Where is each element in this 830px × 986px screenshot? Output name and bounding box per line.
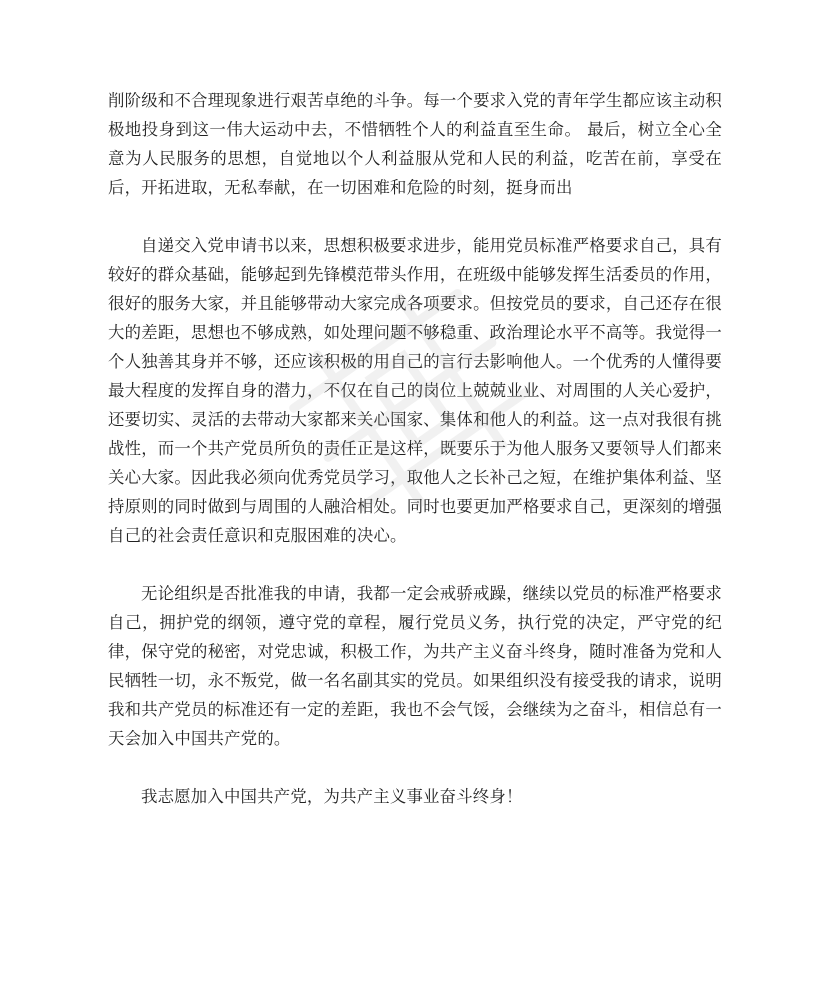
paragraph-self-assessment: 自递交入党申请书以来，思想积极要求进步，能用党员标准严格要求自己，具有较好的群众基础，能够起到先锋模范带头作用，在班级中能够发挥生活委员的作用，很好的服务大家，并且能够带动大家完成各项要求。但按党员的要求，自己还存在很大的差距，思想也不够成熟，如处理问题不够稳重、政治理论水平不高等。我觉得一个人独善其身并不够，还应该积极的用自己的言行去影响他人。一个优秀的人懂得要最大程度的发挥自身的潜力，不仅在自己的岗位上兢兢业业、对周围的人关心爱护，还要切实、灵活的去带动大家都来关心国家、集体和他人的利益。这一点对我很有挑战性，而一个共产党员所负的责任正是这样，既要乐于为他人服务又要领导人们都来关心大家。因此我必须向优秀党员学习，取他人之长补己之短，在维护集体利益、坚持原则的同时做到与周围的人融洽相处。同时也要更加严格要求自己，更深刻的增强自己的社会责任意识和克服困难的决心。 — [108, 236, 722, 545]
paragraph-continuation: 削阶级和不合理现象进行艰苦卓绝的斗争。每一个要求入党的青年学生都应该主动积极地投身到这一伟大运动中去，不惜牺牲个人的利益直至生命。 最后，树立全心全意为人民服务的思想，自觉地以个人利益服从党和人民的利益，吃苦在前，享受在后，开拓进取，无私奉献，在一切困难和危险的时刻，挺身而出 — [108, 91, 722, 197]
paragraph-pledge: 我志愿加入中国共产党，为共产主义事业奋斗终身！ — [141, 787, 523, 806]
paragraph-commitment: 无论组织是否批准我的申请，我都一定会戒骄戒躁，继续以党员的标准严格要求自己，拥护党的纲领，遵守党的章程，履行党员义务，执行党的决定，严守党的纪律，保守党的秘密，对党忠诚，积极工作，为共产主义奋斗终身，随时准备为党和人民牺牲一切，永不叛党，做一名名副其实的党员。如果组织没有接受我的请求，说明我和共产党员的标准还有一定的差距，我也不会气馁，会继续为之奋斗，相信总有一天会加入中国共产党的。 — [108, 584, 722, 748]
